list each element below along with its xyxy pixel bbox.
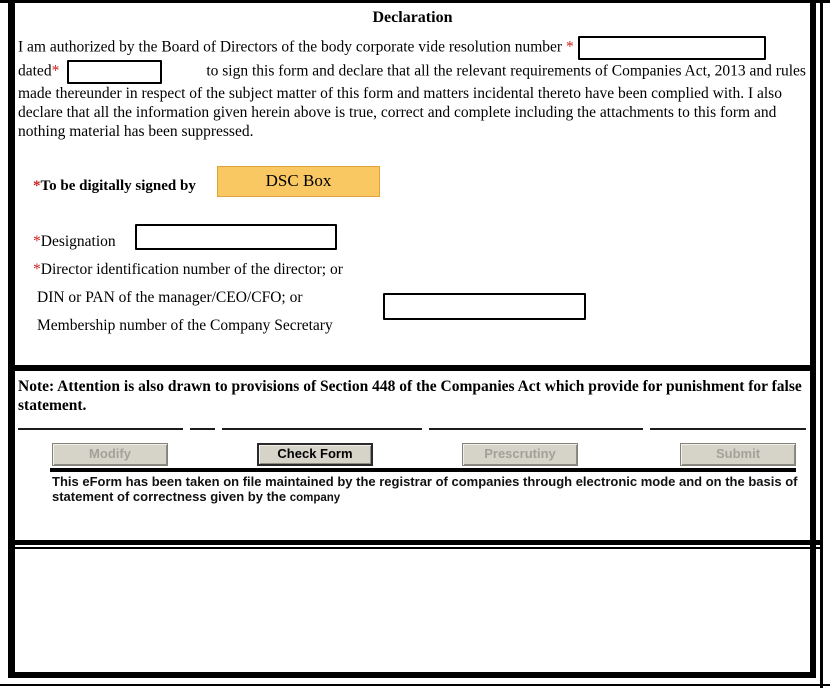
required-asterisk-dated: *: [51, 62, 60, 80]
rule-segment-5: [650, 428, 806, 430]
right-border-bar: [810, 0, 816, 678]
dated-input[interactable]: [67, 60, 162, 84]
din-label-block: [33, 260, 343, 344]
declaration-text-rest: to sign this form and declare that all the relevant requirements of Companies Act, 2013 and rules made thereunder in respect of the subject matter of this form and matters incidental thereto have been complied with. I also declare that all the information given herein above is true, correct and complete including the attachments to this form and nothing material has been suppressed.: [18, 62, 806, 140]
designation-input[interactable]: [135, 224, 337, 250]
required-asterisk-signedby: *: [33, 178, 41, 194]
din-input[interactable]: [383, 293, 586, 320]
rule-segment-1: [18, 428, 183, 430]
declaration-text-line1: I am authorized by the Board of Directors of the body corporate vide resolution number: [18, 38, 566, 56]
registrar-statement-text: This eForm has been taken on file maintained by the registrar of companies through electronic mode and on the basis of statement of correctness given by the: [52, 474, 798, 504]
dsc-signature-box[interactable]: DSC Box: [217, 166, 380, 197]
top-border-line: [0, 0, 830, 3]
designation-label-row: [33, 233, 116, 251]
buttons-underline: [50, 468, 796, 472]
rule-segment-2: [190, 428, 215, 430]
main-box-bottom-thick-line: [8, 540, 820, 545]
rule-segment-4: [429, 428, 643, 430]
rule-segment-3: [222, 428, 422, 430]
modify-button[interactable]: Modify: [52, 443, 168, 466]
signed-by-label: To be digitally signed by: [40, 178, 196, 194]
lower-box-bottom-line: [8, 672, 816, 678]
required-asterisk-designation: *: [33, 233, 41, 250]
required-asterisk-resolution: *: [565, 38, 574, 56]
din-line-1: [33, 260, 343, 288]
required-asterisk-din: *: [33, 261, 41, 278]
note-text: Note: Attention is also drawn to provisions of Section 448 of the Companies Act which provide for punishment for false statement.: [18, 378, 802, 414]
page-title: Declaration: [372, 9, 453, 26]
outer-bottom-border-line: [0, 684, 830, 686]
din-line-1-text: Director identification number of the director; or: [40, 261, 343, 278]
din-line-2: DIN or PAN of the manager/CEO/CFO; or: [37, 289, 303, 306]
declaration-paragraph: [18, 36, 808, 141]
note-separator-line: [15, 365, 810, 371]
resolution-number-input[interactable]: [578, 36, 766, 60]
dated-label: dated: [18, 62, 52, 80]
check-form-button[interactable]: Check Form: [257, 443, 373, 466]
registrar-statement-company: company: [289, 492, 341, 504]
left-border-bar: [8, 0, 15, 678]
din-line-3: Membership number of the Company Secretary: [37, 317, 333, 334]
signed-by-label-row: [33, 178, 196, 195]
prescrutiny-button[interactable]: Prescrutiny: [462, 443, 578, 466]
empty-lower-panel: [15, 549, 810, 672]
outer-right-border-line: [820, 0, 823, 688]
designation-label: Designation: [40, 233, 116, 250]
registrar-statement: [52, 474, 808, 506]
submit-button[interactable]: Submit: [680, 443, 796, 466]
